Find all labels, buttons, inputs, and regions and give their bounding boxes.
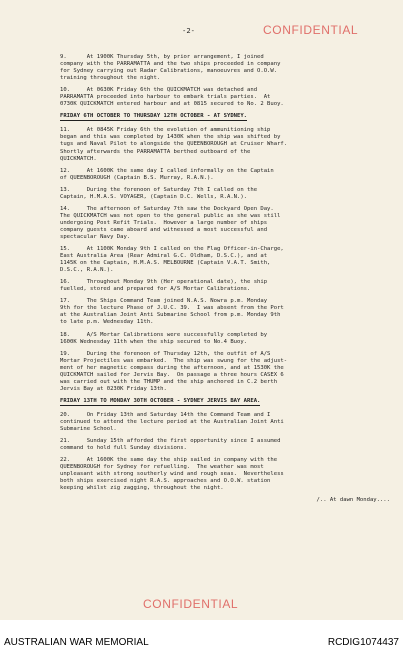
page-number: -2- <box>182 26 195 35</box>
paragraph-line: East Australia Area (Rear Admiral G.C. Oldham, D.S.C.), and at <box>60 253 268 260</box>
paragraph <box>60 279 390 293</box>
paragraph-line: QUEENBOROUGH for Sydney for refuelling. The weather was most <box>60 464 264 471</box>
paragraph-line: spectacular Navy Day. <box>60 233 131 240</box>
paragraph-line: continued to attend the lecture period at the Australian Joint Anti <box>60 418 284 425</box>
paragraph-line: Submarine School. <box>60 426 117 433</box>
paragraph-line: command to hold full Sunday divisions. <box>60 445 187 452</box>
paragraph-line: keeping whilst zig zagging, throughout the night. <box>60 485 224 492</box>
paragraph-line: company with the PARRAMATTA and the two ships proceeded in company <box>60 61 281 68</box>
paragraph-line: Shortly afterwards the PARRAMATTA berthed outboard of the <box>60 148 251 155</box>
paragraph-line: 14. The afternoon of Saturday 7th saw the Dockyard Open Day. <box>60 205 274 212</box>
paragraph-line: company guests came aboard and witnessed a most successful and <box>60 226 268 233</box>
paragraph <box>60 87 390 108</box>
paragraph-line: tugs and Naval Pilot to alongside the QUEENBOROUGH at Cruiser Wharf. <box>60 141 288 148</box>
paragraph-line: 19. During the forenoon of Thursday 12th, the outfit of A/S <box>60 350 271 357</box>
paragraph-line: QUICKMATCH. <box>60 155 97 162</box>
paragraph <box>60 351 390 393</box>
paragraph <box>60 457 390 492</box>
paragraph <box>60 127 390 162</box>
paragraph <box>60 332 390 346</box>
section-heading: FRIDAY 6TH OCTOBER TO THURSDAY 12TH OCTOBER - AT SYDNEY. <box>60 113 247 121</box>
paragraph-line: 1600K Wednesday 11th when the ship secured to No.4 Buoy. <box>60 338 248 345</box>
paragraph-line: PARRAMATTA proceeded into harbour to embark trials parties. At <box>60 94 271 101</box>
paragraph-line: unpleasant with strong southerly wind and rough seas. Nevertheless <box>60 471 284 478</box>
paragraph-line: 1145K on the Captain, H.M.A.S. MELBOURNE (Captain V.A.T. Smith, <box>60 260 271 267</box>
paragraph-line: QUICKMATCH sailed for Jervis Bay. On passage a three hours CASEX 6 <box>60 371 284 378</box>
paragraph-line: ment of her magnetic compass during the afternoon, and at 1530K the <box>60 364 284 371</box>
paragraph <box>60 298 390 326</box>
paragraph-line: 22. At 1600K the same day the ship sailed in company with the <box>60 457 278 464</box>
paragraph-line: fuelled, stored and prepared for A/S Mortar Calibrations. <box>60 286 251 293</box>
paragraph-line: D.S.C., R.A.N.). <box>60 267 114 274</box>
paragraph-line: for Sydney carrying out Radar Calibrations, manoeuvres and O.O.W. <box>60 68 278 75</box>
archive-reference: RCDIG1074437 <box>327 637 399 648</box>
paragraph-line: was carried out with the THUMP and the ship anchored in C.2 berth <box>60 378 278 385</box>
paragraph-line: 12. At 1600K the same day I called informally on the Captain <box>60 167 274 174</box>
archive-name: AUSTRALIAN WAR MEMORIAL <box>4 637 149 648</box>
paragraph <box>60 412 390 433</box>
paragraph-line: both ships exercised night R.A.S. approaches and O.O.W. station <box>60 478 271 485</box>
paragraph <box>60 54 390 82</box>
paragraph-line: at the Australian Joint Anti Submarine School from p.m. Monday 9th <box>60 312 281 319</box>
document-body <box>60 54 390 504</box>
paragraph-line: to late p.m. Wednesday 11th. <box>60 319 154 326</box>
paragraph-line: began and this was completed by 1430K when the ship was shifted by <box>60 134 281 141</box>
paragraph-line: The QUICKMATCH was not open to the general public as she was still <box>60 212 281 219</box>
paragraph-line: 11. At 0845K Friday 6th the evolution of ammunitioning ship <box>60 127 271 134</box>
paragraph-line: 13. During the forenoon of Saturday 7th I called on the <box>60 186 258 193</box>
paragraph-line: Captain, H.M.A.S. VOYAGER, (Captain D.C. Wells, R.A.N.). <box>60 193 248 200</box>
paragraph-line: 21. Sunday 15th afforded the first opportunity since I assumed <box>60 438 281 445</box>
paragraph-line: 18. A/S Mortar Calibrations were successfully completed by <box>60 331 268 338</box>
paragraph-line: 10. At 0630K Friday 6th the QUICKMATCH was detached and <box>60 87 258 94</box>
paragraph-line: 9. At 1900K Thursday 5th, by prior arrangement, I joined <box>60 54 264 60</box>
paragraph <box>60 187 390 201</box>
paragraph-line: Mortar Projectiles was embarked. The ship was swung for the adjust- <box>60 357 288 364</box>
paragraph-line: training throughout the night. <box>60 75 161 82</box>
paragraph <box>60 246 390 274</box>
paragraph-line: 20. On Friday 13th and Saturday 14th the Command Team and I <box>60 411 271 418</box>
paragraph <box>60 438 390 452</box>
paragraph-line: 17. The Ships Command Team joined N.A.S. Nowra p.m. Monday <box>60 298 268 305</box>
confidential-stamp-bottom: CONFIDENTIAL <box>143 597 239 611</box>
section-heading: FRIDAY 13TH TO MONDAY 30TH OCTOBER - SYDNEY JERVIS BAY AREA. <box>60 398 260 406</box>
paragraph-line: undergoing Post Refit Trials. However a large number of ships <box>60 219 268 226</box>
paragraph-line: 9th for the lecture Phase of J.U.C. 39. I was absent from the Port <box>60 305 284 312</box>
paragraph-line: 15. At 1100K Monday 9th I called on the Flag Officer-in-Charge, <box>60 246 284 253</box>
confidential-stamp-top: CONFIDENTIAL <box>263 23 359 37</box>
archive-footer <box>0 620 403 653</box>
paragraph-line: Jervis Bay at 0230K Friday 13th. <box>60 385 167 392</box>
continuation-note: /.. At dawn Monday.... <box>316 497 390 504</box>
paragraph <box>60 168 390 182</box>
paragraph-line: of QUEENBOROUGH (Captain B.S. Murray, R.A.N.). <box>60 174 214 181</box>
paragraph <box>60 206 390 241</box>
paragraph-line: 16. Throughout Monday 9th (Her operational date), the ship <box>60 279 268 286</box>
paragraph-line: 0730K QUICKMATCH entered harbour and at 0815 secured to No. 2 Buoy. <box>60 101 284 108</box>
